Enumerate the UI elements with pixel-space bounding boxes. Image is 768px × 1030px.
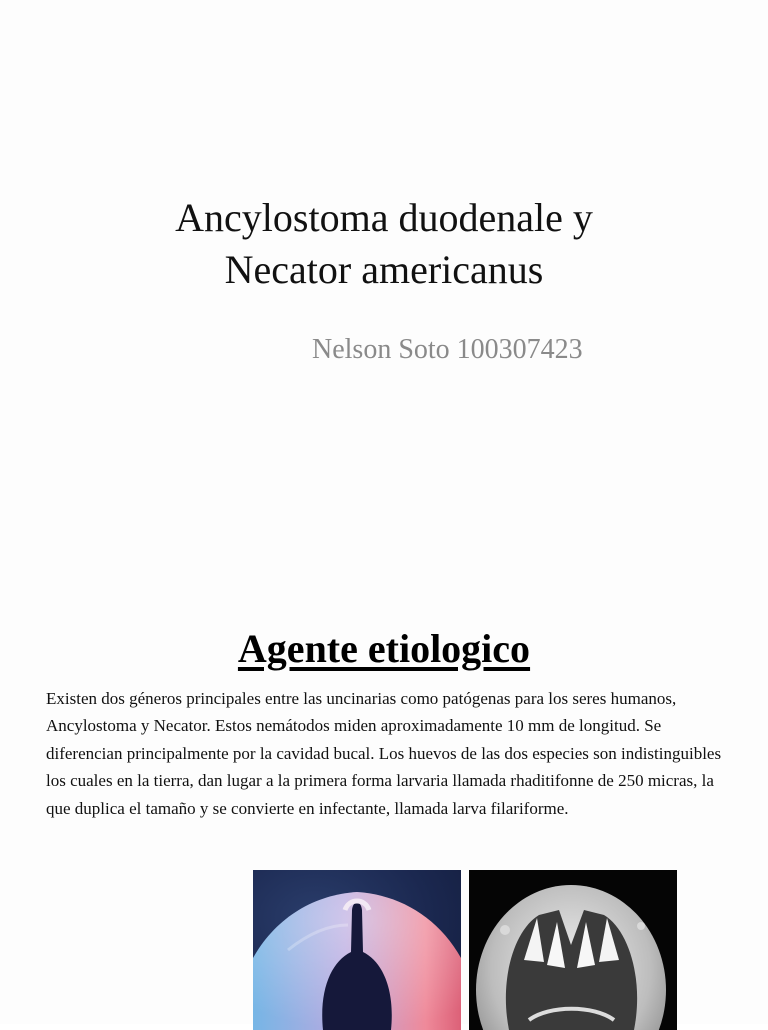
hookworm-mouth-sem-photo bbox=[469, 870, 677, 1030]
presentation-title bbox=[0, 192, 768, 296]
grayscale-sem-image bbox=[469, 870, 677, 1030]
color-sem-image bbox=[253, 870, 461, 1030]
author-subtitle: Nelson Soto 100307423 bbox=[312, 334, 583, 365]
title-line-2: Necator americanus bbox=[224, 247, 544, 292]
content-slide bbox=[0, 580, 768, 1024]
title-line-1: Ancylostoma duodenale y bbox=[175, 195, 593, 240]
hookworm-mouth-color-photo bbox=[253, 870, 461, 1030]
body-paragraph: Existen dos géneros principales entre las uncinarias como patógenas para los seres humanos, Ancylostoma y Necator. Estos nemátodos miden aproximadamente 10 mm de longitud. Se diferencian principalmente por la cavidad bucal. Los huevos de las dos especies son indistinguibles los cuales en la tierra, dan lugar a la primera forma larvaria llamada rhaditifonne de 250 micras, la que duplica el tamaño y se convierte en infectante, llamada larva filariforme. bbox=[46, 689, 722, 818]
section-heading: Agente etiologico bbox=[237, 626, 531, 671]
